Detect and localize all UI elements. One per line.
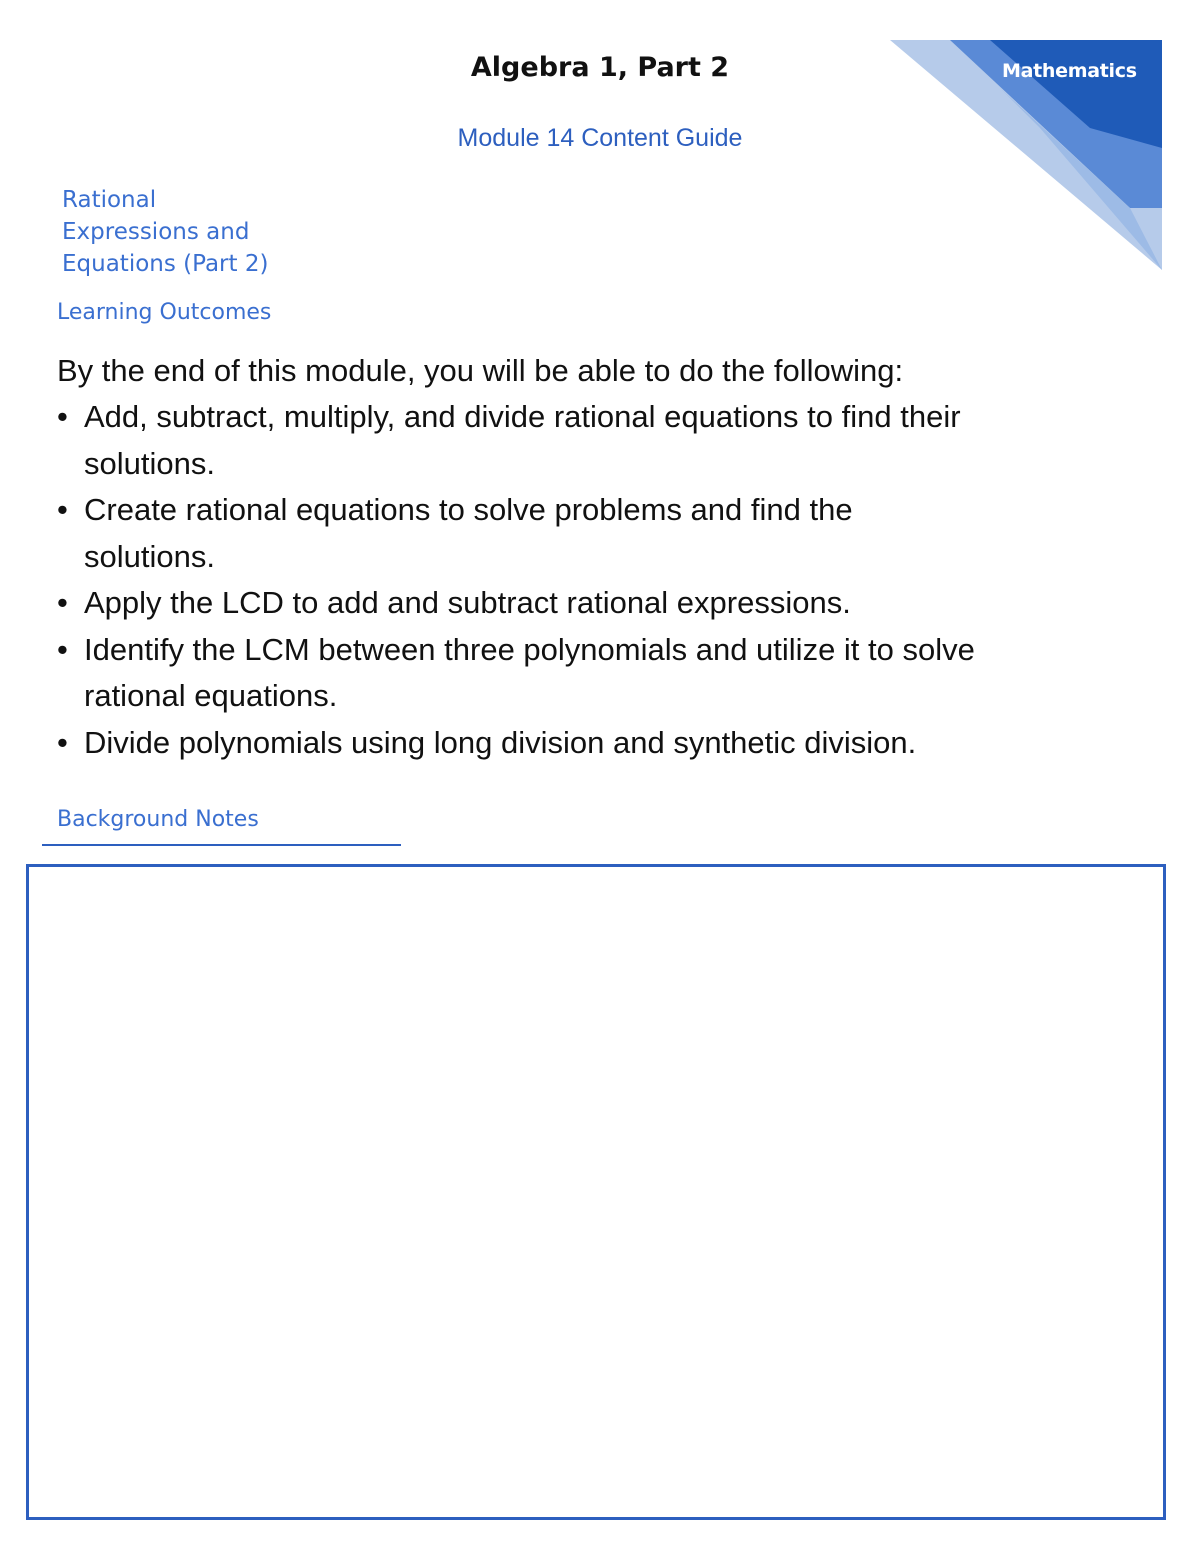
learning-outcome-item (57, 394, 1167, 487)
learning-outcome-text: Create rational equations to solve problems and find the (84, 492, 853, 527)
learning-outcome-text: Apply the LCD to add and subtract rational expressions. (84, 585, 851, 620)
background-notes-divider (42, 844, 401, 846)
learning-outcome-item (57, 487, 1167, 580)
bullet-icon: • (57, 724, 68, 760)
learning-outcome-text: Identify the LCM between three polynomials and utilize it to solve (84, 631, 975, 667)
learning-outcome-text: Divide polynomials using long division and synthetic division. (84, 724, 917, 760)
module-topic (62, 184, 312, 280)
subject-label: Mathematics (1002, 60, 1137, 82)
bullet-icon: • (57, 585, 68, 620)
learning-outcomes-intro: By the end of this module, you will be able to do the following: (57, 353, 904, 388)
learning-outcome-item (57, 580, 1167, 627)
learning-outcome-text: solutions. (84, 445, 215, 481)
learning-outcomes-list (57, 394, 1167, 766)
learning-outcome-item (57, 627, 1167, 720)
background-notes-box[interactable] (26, 864, 1166, 1520)
bullet-icon: • (57, 631, 68, 667)
learning-outcome-text: solutions. (84, 538, 215, 574)
learning-outcomes-heading: Learning Outcomes (57, 300, 272, 325)
learning-outcome-text: Add, subtract, multiply, and divide rational equations to find their (84, 399, 961, 434)
document-subtitle: Module 14 Content Guide (457, 124, 743, 152)
background-notes-heading: Background Notes (57, 807, 259, 832)
document-title: Algebra 1, Part 2 (470, 52, 730, 83)
learning-outcome-item (57, 720, 1167, 767)
module-topic-line: Expressions and (62, 219, 250, 245)
module-topic-line: Equations (Part 2) (62, 251, 269, 277)
module-topic-line: Rational (62, 187, 157, 213)
learning-outcome-text: rational equations. (84, 678, 338, 713)
bullet-icon: • (57, 399, 68, 434)
bullet-icon: • (57, 492, 68, 527)
